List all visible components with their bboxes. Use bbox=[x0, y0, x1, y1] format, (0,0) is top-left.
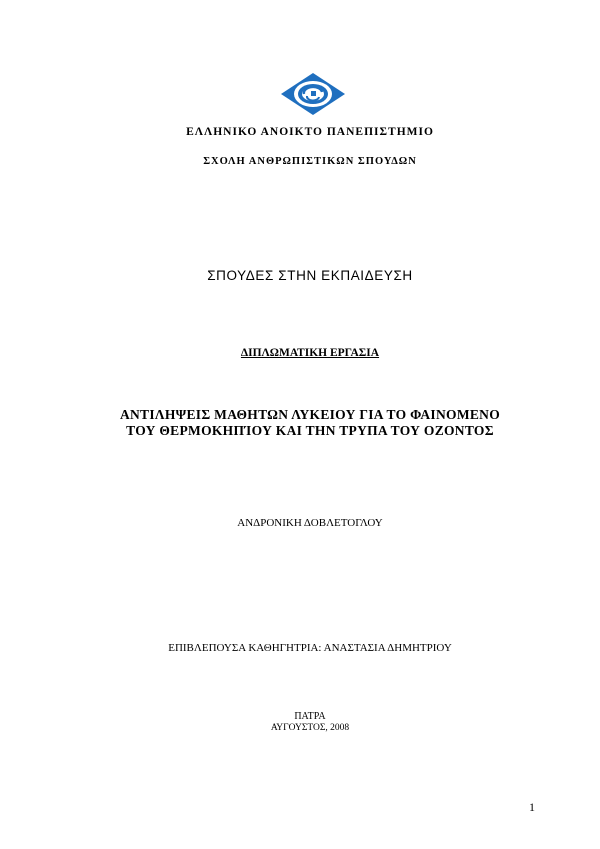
author-name: ΑΝΔΡΟΝΙΚΗ ΔΟΒΛΕΤΟΓΛΟΥ bbox=[237, 517, 383, 529]
date: ΑΥΓΟΥΣΤΟΣ, 2008 bbox=[270, 723, 350, 733]
thesis-title bbox=[0, 407, 600, 439]
page-number: 1 bbox=[529, 800, 535, 814]
school-name: ΣΧΟΛΗ ΑΝΘΡΩΠΙΣΤΙΚΩΝ ΣΠΟΥΔΩΝ bbox=[203, 156, 417, 167]
university-logo-icon bbox=[280, 72, 346, 116]
supervisor-name: ΕΠΙΒΛΕΠΟΥΣΑ ΚΑΘΗΓΗΤΡΙΑ: ΑΝΑΣΤΑΣΙΑ ΔΗΜΗΤΡΙΟΥ bbox=[168, 642, 452, 654]
program-name: ΣΠΟΥΔΕΣ ΣΤΗΝ ΕΚΠΑΙΔΕΥΣΗ bbox=[207, 268, 413, 283]
thesis-label: ΔΙΠΛΩΜΑΤΙΚΗ ΕΡΓΑΣΙΑ bbox=[240, 347, 380, 359]
thesis-title-line-2: ΤΟΥ ΘΕΡΜΟΚΗΠΊΟΥ ΚΑΙ ΤΗΝ ΤΡΥΠΑ ΤΟΥ ΟΖΟΝΤΟΣ bbox=[126, 423, 494, 438]
city: ΠΑΤΡΑ bbox=[294, 711, 326, 722]
thesis-title-line-1: ΑΝΤΙΛΗΨΕΙΣ ΜΑΘΗΤΩΝ ΛΥΚΕΙΟΥ ΓΙΑ ΤΟ ΦΑΙΝΟΜΕΝΟ bbox=[119, 407, 501, 422]
university-name: ΕΛΛΗΝΙΚΟ ΑΝΟΙΚΤΟ ΠΑΝΕΠΙΣΤΗΜΙΟ bbox=[186, 126, 434, 138]
